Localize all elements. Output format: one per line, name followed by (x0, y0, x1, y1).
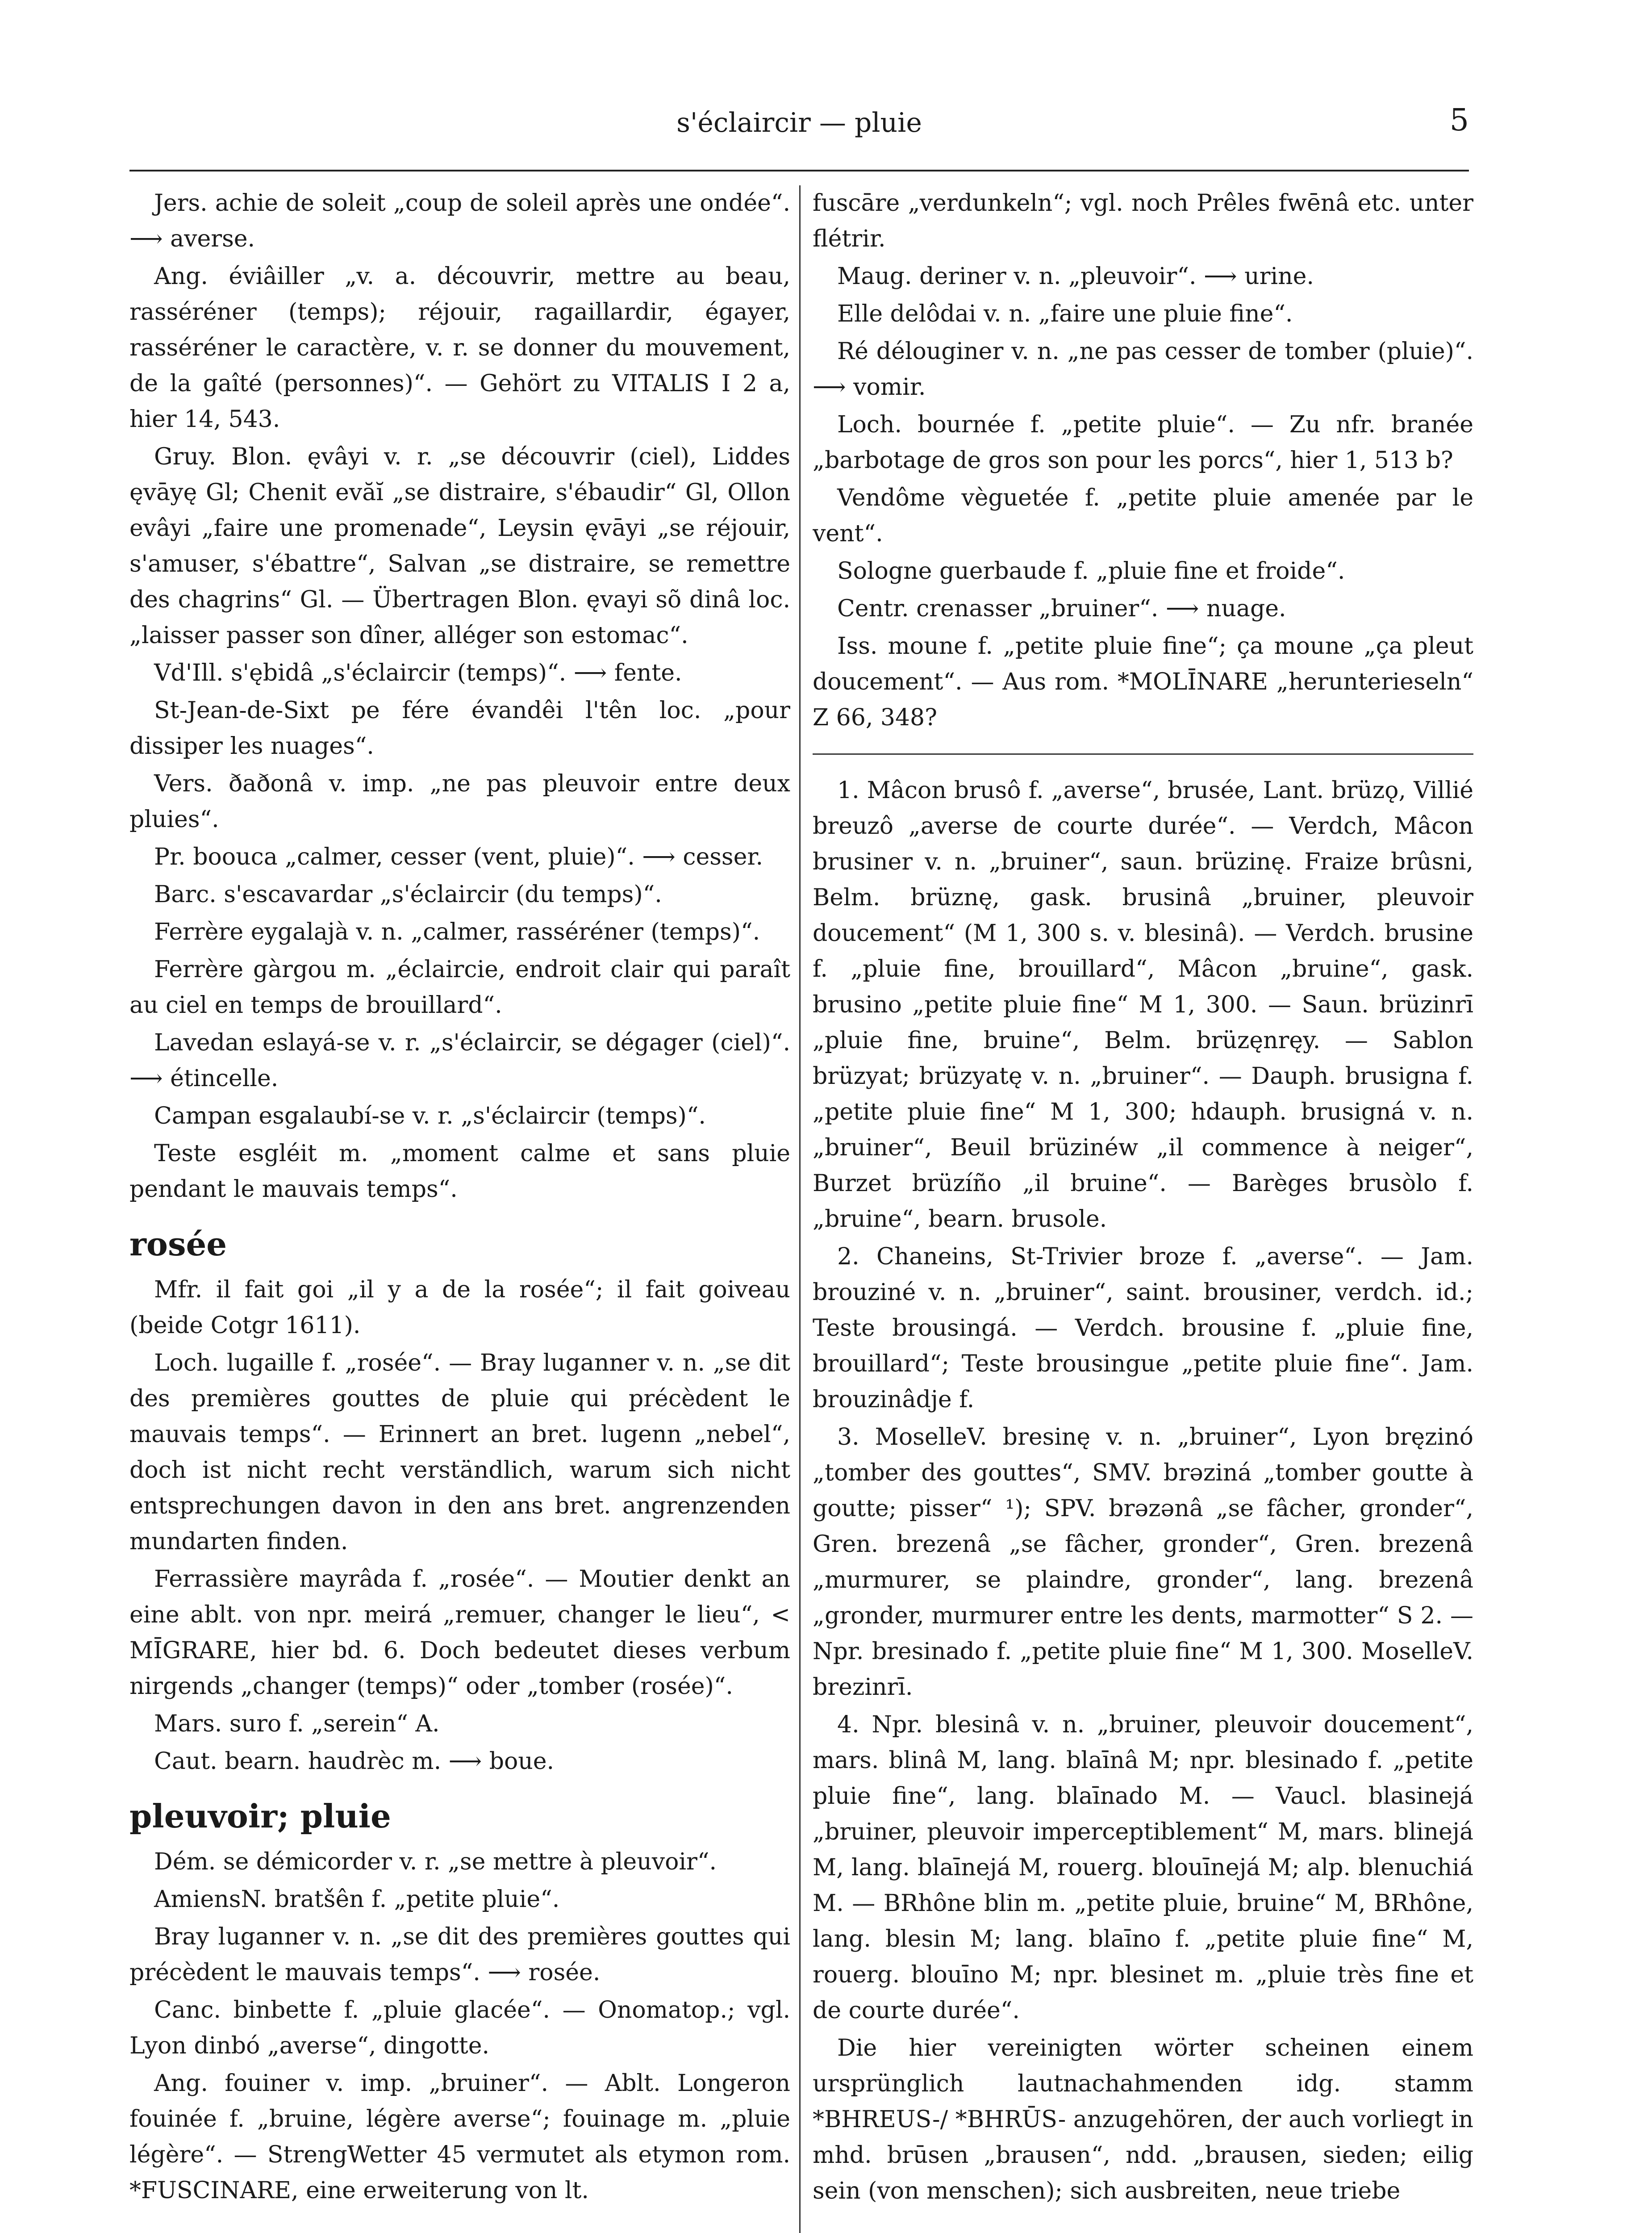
dictionary-entry: Caut. bearn. haudrèc m. ⟶ boue. (154, 1748, 555, 1775)
dictionary-entry: Die hier vereinigten wörter scheinen einem ursprünglich lautnachahmenden idg. stamm *BHREUS-/ *BHRŪS- anzugehören, der auch vorliegt in mhd. brūsen „brausen“, ndd. „brausen, sieden; eilig sein (von menschen); sich ausbreiten, neue triebe (813, 2035, 1473, 2204)
dictionary-entry: Ferrère gàrgou m. „éclaircie, endroit clair qui paraît au ciel en temps de brouillard“. (129, 956, 790, 1019)
dictionary-entry: Gruy. Blon. ęvâyi v. r. „se découvrir (ciel), Liddes ęvāyę Gl; Chenit evăĭ „se distraire, s'ébaudir“ Gl, Ollon evâyi „faire une promenade“, Leysin ęvāyi „se réjouir, s'amuser, s'ébattre“, Salvan „se distraire, se remettre des chagrins“ Gl. — Übertragen Blon. ęvayi sõ dinâ loc. „laisser passer son dîner, alléger son estomac“. (129, 443, 790, 649)
running-head: s'éclaircir — pluie (676, 107, 922, 138)
dictionary-entry: Jers. achie de soleit „coup de soleil après une ondée“. ⟶ averse. (129, 190, 790, 252)
dictionary-entry: AmiensN. bratšên f. „petite pluie“. (154, 1886, 560, 1913)
dictionary-entry: Dém. se démicorder v. r. „se mettre à pleuvoir“. (154, 1848, 717, 1875)
left-entries-eclaircir (129, 185, 790, 1207)
section-heading-rosee: rosée (129, 1225, 227, 1263)
dictionary-entry: 1. Mâcon brusô f. „averse“, brusée, Lant. brüzǫ, Villié breuzô „averse de courte durée“. — Verdch, Mâcon brusiner v. n. „bruiner“, saun. brüzinę. Fraize brûsni, Belm. brüznę, gask. brusinâ „bruiner, pleuvoir doucement“ (M 1, 300 s. v. blesinâ). — Verdch. brusine f. „pluie fine, brouillard“, Mâcon „bruine“, gask. brusino „petite pluie fine“ M 1, 300. — Saun. brüzinrī „pluie fine, bruine“, Belm. brüzęnręy. — Sablon brüzyat; brüzyatę v. n. „bruiner“. — Dauph. brusigna f. „petite pluie fine“ M 1, 300; hdauph. brusigná v. n. „bruiner“, Beuil brüzinéw „il commence à neiger“, Burzet brüzíño „il bruine“. — Barèges brusòlo f. „bruine“, bearn. brusole. (813, 777, 1473, 1233)
dictionary-entry: Ang. éviâiller „v. a. découvrir, mettre au beau, rasséréner (temps); réjouir, ragaillardir, égayer, rasséréner le caractère, v. r. se donner du mouvement, de la gaîté (personnes)“. — Gehört zu VITALIS I 2 a, hier 14, 543. (129, 263, 790, 433)
page-header (129, 103, 1469, 171)
dictionary-entry: Bray luganner v. n. „se dit des premières gouttes qui précèdent le mauvais temps“. ⟶ rosée. (129, 1924, 790, 1986)
dictionary-entry: Vendôme vèguetée f. „petite pluie amenée par le vent“. (813, 485, 1473, 547)
dictionary-entry: Loch. lugaille f. „rosée“. — Bray luganner v. n. „se dit des premières gouttes de pluie qui précèdent le mauvais temps“. — Erinnert an bret. lugenn „nebel“, doch ist nicht recht verständlich, warum sich nicht entsprechungen davon in den ans bret. angrenzenden mundarten finden. (129, 1350, 790, 1555)
dictionary-entry: 3. MoselleV. bresinę v. n. „bruiner“, Lyon bręzinó „tomber des gouttes“, SMV. brəziná „tomber goutte à goutte; pisser“ ¹); SPV. brəzənâ „se fâcher, gronder“, Gren. brezenâ „se fâcher, gronder“, Gren. brezenâ „murmurer, se plaindre, gronder“, lang. brezenâ „gronder, murmurer entre les dents, marmotter“ S 2. — Npr. bresinado f. „petite pluie fine“ M 1, 300. MoselleV. brezinrī. (813, 1424, 1473, 1701)
dictionary-entry: Ang. fouiner v. imp. „bruiner“. — Ablt. Longeron fouinée f. „bruine, légère averse“; fouinage m. „pluie légère“. — StrengWetter 45 vermutet als etymon rom. *FUSCINARE, eine erweiterung von lt. (129, 2070, 790, 2204)
dictionary-entry: Canc. binbette f. „pluie glacée“. — Onomatop.; vgl. Lyon dinbó „averse“, dingotte. (129, 1997, 790, 2059)
dictionary-entry: Ferrère eygalajà v. n. „calmer, rasséréner (temps)“. (154, 919, 760, 945)
dictionary-entry: Ferrassière mayrâda f. „rosée“. — Moutier denkt an eine ablt. von npr. meirá „remuer, changer le lieu“, < MĪGRARE, hier bd. 6. Doch bedeutet dieses verbum nirgends „changer (temps)“ oder „tomber (rosée)“. (129, 1566, 790, 1700)
dictionary-entry: Centr. crenasser „bruiner“. ⟶ nuage. (837, 595, 1286, 622)
section-heading-pluie: pleuvoir; pluie (129, 1797, 391, 1835)
dictionary-entry: Barc. s'escavardar „s'éclaircir (du temps)“. (154, 881, 662, 908)
dictionary-entry: Vers. ðaðonâ v. imp. „ne pas pleuvoir entre deux pluies“. (129, 770, 790, 833)
dictionary-entry: Elle delôdai v. n. „faire une pluie fine“. (837, 301, 1293, 327)
dictionary-entry: 4. Npr. blesinâ v. n. „bruiner, pleuvoir doucement“, mars. blinâ M, lang. blaīnâ M; npr. blesinado f. „petite pluie fine“, lang. blaīnado M. — Vaucl. blasinejá „bruiner, pleuvoir imperceptiblement“ M, mars. blinejá M, lang. blaīnejá M, rouerg. blouīnejá M; alp. blenuchiá M. — BRhône blin m. „petite pluie, bruine“ M, BRhône, lang. blesin M; lang. blaīno f. „petite pluie fine“ M, rouerg. blouīno M; npr. blesinet m. „pluie très fine et de courte durée“. (813, 1711, 1473, 2024)
dictionary-entry: Iss. moune f. „petite pluie fine“; ça moune „ça pleut doucement“. — Aus rom. *MOLĪNARE „herunterieseln“ Z 66, 348? (813, 633, 1473, 731)
dictionary-entry: St-Jean-de-Sixt pe fére évandêi l'tên loc. „pour dissiper les nuages“. (129, 697, 790, 760)
right-entries-pluie (813, 185, 1473, 736)
dictionary-entry: Mars. suro f. „serein“ A. (154, 1710, 440, 1737)
dictionary-entry: fuscāre „verdunkeln“; vgl. noch Prêles fwēnâ etc. unter flétrir. (813, 190, 1473, 252)
dictionary-entry: Vd'Ill. s'ębidâ „s'éclaircir (temps)“. ⟶ fente. (154, 660, 682, 686)
section-separator (813, 753, 1473, 755)
right-column (813, 185, 1473, 2233)
dictionary-entry: Teste esgléit m. „moment calme et sans pluie pendant le mauvais temps“. (129, 1140, 790, 1203)
dictionary-entry: 2. Chaneins, St-Trivier broze f. „averse“. — Jam. brouziné v. n. „bruiner“, saint. brousiner, verdch. id.; Teste brousingá. — Verdch. brousine f. „pluie fine, brouillard“; Teste brousingue „petite pluie fine“. Jam. brouzinâdje f. (813, 1243, 1473, 1413)
left-column (129, 185, 790, 2233)
dictionary-entry: Maug. deriner v. n. „pleuvoir“. ⟶ urine. (837, 263, 1314, 290)
dictionary-entry: Ré délouginer v. n. „ne pas cesser de tomber (pluie)“. ⟶ vomir. (813, 338, 1473, 401)
left-entries-pluie (129, 1844, 790, 2208)
dictionary-entry: Campan esgalaubí-se v. r. „s'éclaircir (temps)“. (154, 1103, 706, 1129)
column-rule (799, 185, 801, 2233)
dictionary-entry: Sologne guerbaude f. „pluie fine et froide“. (837, 558, 1345, 585)
dictionary-entry: Lavedan eslayá-se v. r. „s'éclaircir, se dégager (ciel)“. ⟶ étincelle. (129, 1029, 790, 1092)
dictionary-page (129, 103, 1473, 2233)
dictionary-entry: Loch. bournée f. „petite pluie“. — Zu nfr. branée „barbotage de gros son pour les porcs“, hier 1, 513 b? (813, 411, 1473, 474)
page-number: 5 (1449, 103, 1469, 138)
right-entries-numbered (813, 773, 1473, 2209)
left-entries-rosee (129, 1272, 790, 1779)
dictionary-entry: Mfr. il fait goi „il y a de la rosée“; il fait goiveau (beide Cotgr 1611). (129, 1276, 790, 1339)
text-columns (129, 185, 1473, 2233)
dictionary-entry: Pr. boouca „calmer, cesser (vent, pluie)“. ⟶ cesser. (154, 844, 763, 870)
